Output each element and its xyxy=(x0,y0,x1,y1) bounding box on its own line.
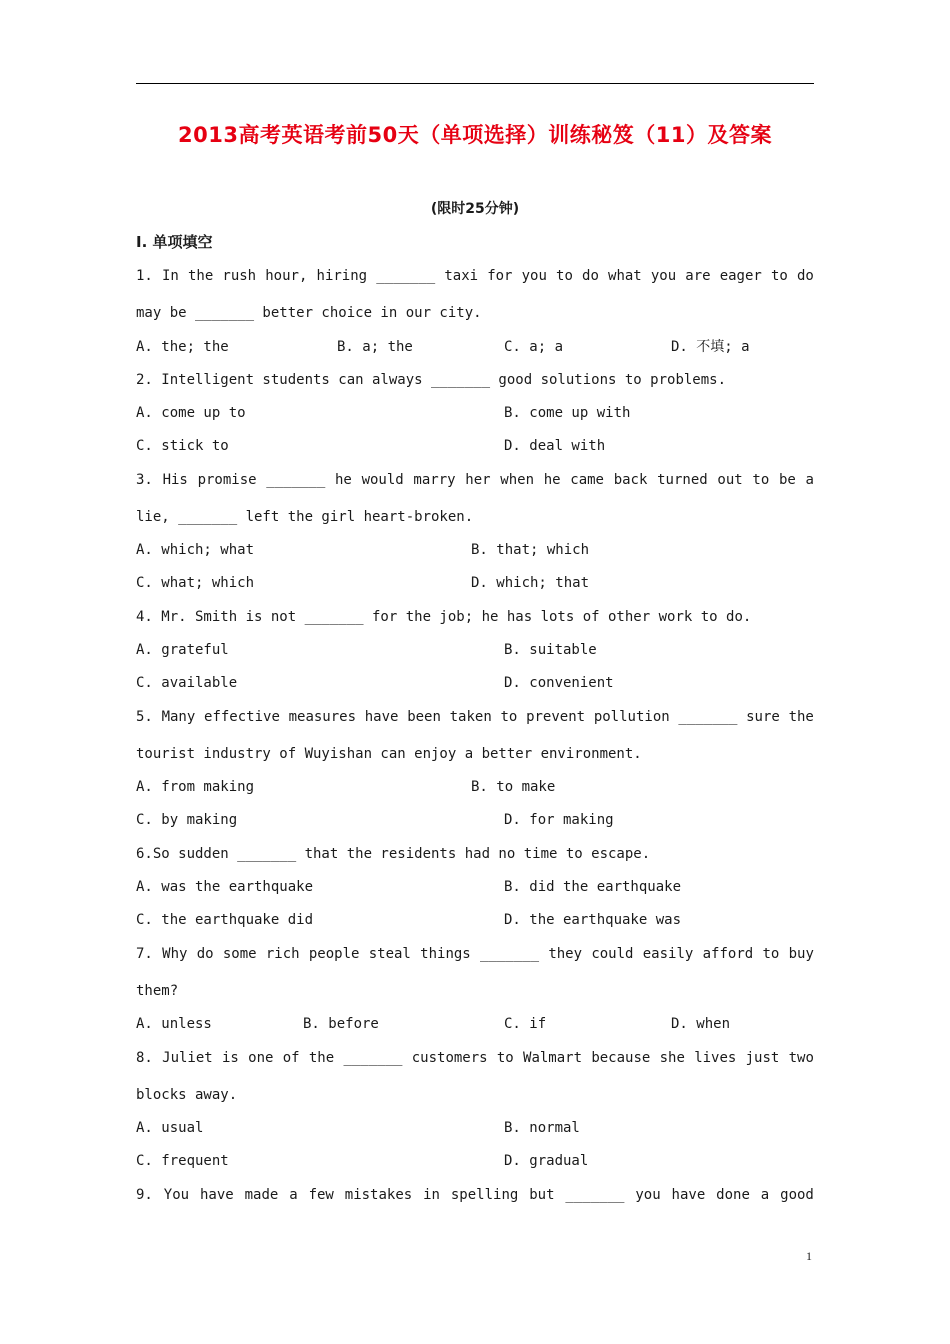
page-number: 1 xyxy=(806,1249,812,1263)
word: what xyxy=(608,268,642,284)
question-2-line-1: 2. Intelligent students can always _______ good solutions to problems. xyxy=(136,372,727,388)
word: to xyxy=(556,268,573,284)
word: the xyxy=(187,268,214,284)
word: to xyxy=(500,709,518,725)
word: afford xyxy=(702,946,754,962)
word: they xyxy=(548,946,583,962)
word: rush xyxy=(222,268,257,284)
word: just xyxy=(745,1050,780,1066)
word: a xyxy=(289,1187,298,1203)
word: measures xyxy=(288,709,357,725)
word: Why xyxy=(162,946,188,962)
word: Many xyxy=(161,709,196,725)
q3-option-c: C. what; which xyxy=(136,575,255,591)
word: in xyxy=(423,1187,440,1203)
word: you xyxy=(650,268,677,284)
word: You xyxy=(163,1187,190,1203)
word: done xyxy=(716,1187,750,1203)
question-7-line-2: them? xyxy=(136,983,179,999)
question-1-line-1 xyxy=(136,267,814,285)
q4-option-a: A. grateful xyxy=(136,642,229,658)
word: a xyxy=(805,472,814,488)
word: _______ xyxy=(266,472,326,488)
word: would xyxy=(361,472,404,488)
word: promise xyxy=(197,472,257,488)
word: few xyxy=(308,1187,334,1203)
word: good xyxy=(780,1187,814,1203)
word: have xyxy=(199,1187,234,1203)
word: have xyxy=(671,1187,706,1203)
word: 1. xyxy=(136,268,153,284)
word: hour, xyxy=(265,268,308,284)
question-9-line-1 xyxy=(136,1186,814,1204)
word: In xyxy=(161,268,179,284)
word: 9. xyxy=(136,1187,153,1203)
word: her xyxy=(465,472,491,488)
word: out xyxy=(717,472,743,488)
question-3-line-2: lie, _______ left the girl heart-broken. xyxy=(136,509,474,525)
word: easily xyxy=(642,946,694,962)
word: you xyxy=(521,268,547,284)
q6-option-b: B. did the earthquake xyxy=(504,879,682,895)
page-title: 2013高考英语考前50天（单项选择）训练秘笈（11）及答案 xyxy=(178,123,772,147)
word: been xyxy=(407,709,441,725)
word: two xyxy=(788,1050,814,1066)
word: to xyxy=(770,268,788,284)
word: _______ xyxy=(678,709,738,725)
q1-option-a: A. the; the xyxy=(136,339,229,355)
word: because xyxy=(591,1050,651,1066)
q4-option-d: D. convenient xyxy=(504,675,614,691)
word: sure xyxy=(746,709,780,725)
word: to xyxy=(752,472,770,488)
q5-option-c: C. by making xyxy=(136,812,238,828)
word: customers xyxy=(411,1050,488,1066)
word: 7. xyxy=(136,946,153,962)
word: he xyxy=(335,472,352,488)
q7-option-a: A. unless xyxy=(136,1016,212,1032)
q2-option-c: C. stick to xyxy=(136,438,229,454)
word: do xyxy=(582,268,599,284)
word: spelling xyxy=(450,1187,519,1203)
word: steal xyxy=(368,946,411,962)
q8-option-c: C. frequent xyxy=(136,1153,229,1169)
word: he xyxy=(543,472,561,488)
word: effective xyxy=(204,709,280,725)
word: mistakes xyxy=(344,1187,413,1203)
q2-option-b: B. come up with xyxy=(504,405,631,421)
word: 8. xyxy=(136,1050,153,1066)
word: eager xyxy=(719,268,762,284)
word: taken xyxy=(449,709,492,725)
time-limit: (限时25分钟) xyxy=(430,201,520,217)
word: came xyxy=(570,472,604,488)
question-5-line-2: tourist industry of Wuyishan can enjoy a better environment. xyxy=(136,746,642,762)
question-8-line-2: blocks away. xyxy=(136,1087,238,1103)
word: 5. xyxy=(136,709,153,725)
word: turned xyxy=(657,472,708,488)
q2-option-d: D. deal with xyxy=(504,438,606,454)
word: 3. xyxy=(136,472,153,488)
q5-option-d: D. for making xyxy=(504,812,614,828)
q8-option-b: B. normal xyxy=(504,1120,580,1136)
q3-option-a: A. which; what xyxy=(136,542,255,558)
word: you xyxy=(635,1187,661,1203)
q6-option-c: C. the earthquake did xyxy=(136,912,314,928)
word: is xyxy=(222,1050,239,1066)
q5-option-b: B. to make xyxy=(471,779,556,795)
q7-option-c: C. if xyxy=(504,1016,547,1032)
word: lives xyxy=(694,1050,737,1066)
word: for xyxy=(487,268,513,284)
q4-option-b: B. suitable xyxy=(504,642,597,658)
word: do xyxy=(196,946,214,962)
word: made xyxy=(244,1187,279,1203)
section-heading: Ⅰ. 单项填空 xyxy=(136,233,213,251)
question-8-line-1 xyxy=(136,1049,814,1067)
word: could xyxy=(591,946,634,962)
word: to xyxy=(496,1050,514,1066)
word: pollution xyxy=(593,709,670,725)
word: _______ xyxy=(480,946,540,962)
word: His xyxy=(162,472,188,488)
header-rule xyxy=(136,83,814,84)
q1-option-c: C. a; a xyxy=(504,339,564,355)
word: the xyxy=(788,709,814,725)
word: are xyxy=(685,268,711,284)
word: the xyxy=(308,1050,335,1066)
word: things xyxy=(420,946,471,962)
q1-option-b: B. a; the xyxy=(337,339,413,355)
word: have xyxy=(364,709,399,725)
word: back xyxy=(613,472,648,488)
q4-option-c: C. available xyxy=(136,675,238,691)
word: _______ xyxy=(376,268,436,284)
word: a xyxy=(760,1187,770,1203)
word: one xyxy=(248,1050,274,1066)
word: hiring xyxy=(316,268,368,284)
word: when xyxy=(500,472,534,488)
word: buy xyxy=(788,946,814,962)
word: do xyxy=(796,268,814,284)
word: taxi xyxy=(444,268,479,284)
word: of xyxy=(282,1050,300,1066)
word: some xyxy=(222,946,257,962)
q6-option-a: A. was the earthquake xyxy=(136,879,314,895)
question-4-line-1: 4. Mr. Smith is not _______ for the job; he has lots of other work to do. xyxy=(136,609,752,625)
q7-option-b: B. before xyxy=(303,1016,379,1032)
word: but xyxy=(529,1187,555,1203)
q3-option-b: B. that; which xyxy=(471,542,590,558)
word: _______ xyxy=(343,1050,403,1066)
word: prevent xyxy=(526,709,586,725)
word: Walmart xyxy=(523,1050,583,1066)
q6-option-d: D. the earthquake was xyxy=(504,912,682,928)
word: _______ xyxy=(565,1187,625,1203)
q8-option-d: D. gradual xyxy=(504,1153,589,1169)
question-1-line-2: may be _______ better choice in our city. xyxy=(136,305,482,321)
word: marry xyxy=(413,472,456,488)
word: people xyxy=(308,946,360,962)
question-5-line-1 xyxy=(136,708,814,726)
question-7-line-1 xyxy=(136,945,814,963)
word: to xyxy=(762,946,780,962)
word: rich xyxy=(265,946,300,962)
question-6-line-1: 6.So sudden _______ that the residents had no time to escape. xyxy=(136,846,651,862)
q5-option-a: A. from making xyxy=(136,779,255,795)
q3-option-d: D. which; that xyxy=(471,575,590,591)
q1-option-d: D. 不填; a xyxy=(671,339,750,355)
word: be xyxy=(778,472,796,488)
q2-option-a: A. come up to xyxy=(136,405,246,421)
q7-option-d: D. when xyxy=(671,1016,731,1032)
word: Juliet xyxy=(162,1050,213,1066)
word: she xyxy=(659,1050,685,1066)
q8-option-a: A. usual xyxy=(136,1120,204,1136)
question-3-line-1 xyxy=(136,471,814,489)
